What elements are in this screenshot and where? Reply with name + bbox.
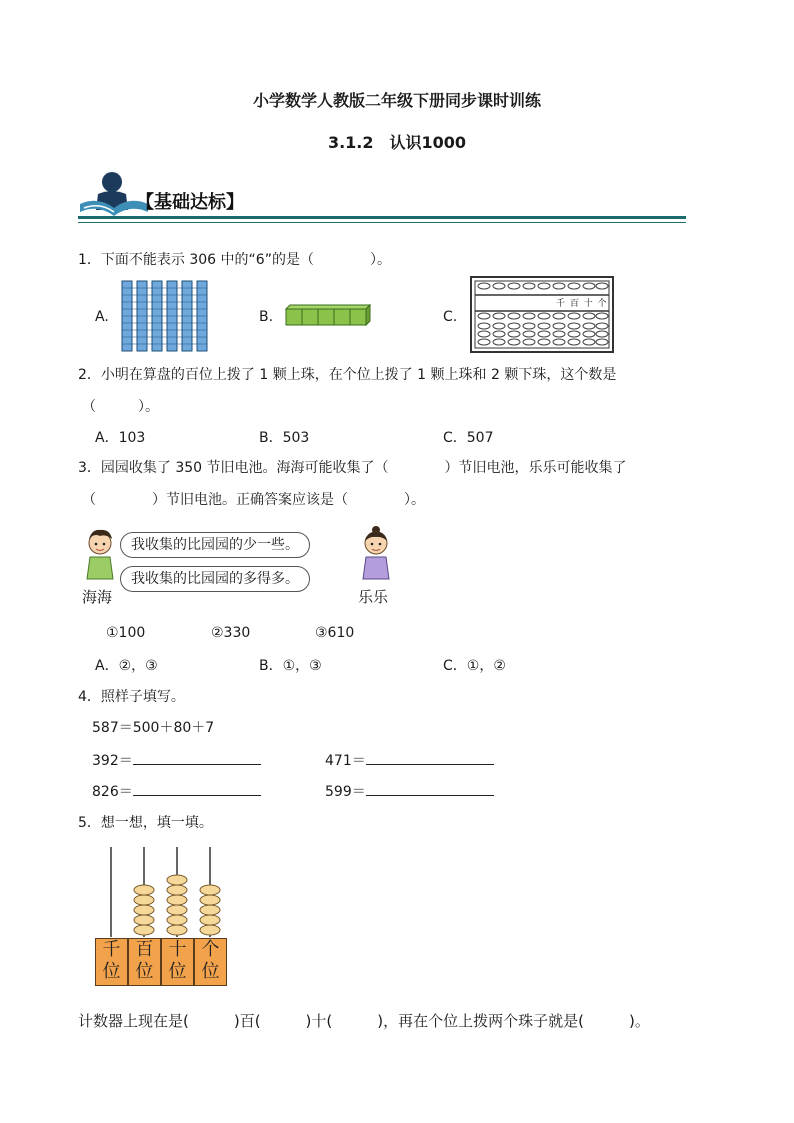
q3-choice-3: ③610 — [315, 625, 355, 641]
speech-bubble-right: 我收集的比园园的多得多。 — [120, 566, 310, 592]
place-tens: 十 位 — [161, 938, 194, 986]
boy-figure — [80, 527, 120, 585]
q2-line1: 2．小明在算盘的百位上拨了 1 颗上珠，在个位上拨了 1 颗上珠和 2 颗下珠，这个数是 — [78, 367, 617, 383]
section-rule-top — [78, 216, 686, 219]
answer-blank[interactable] — [133, 750, 261, 765]
bead — [134, 915, 154, 925]
place-ones: 个 位 — [194, 938, 227, 986]
q1-text: 1．下面不能表示 306 中的“6”的是（ ）。 — [78, 252, 391, 268]
bead — [167, 895, 187, 905]
counting-frame — [95, 845, 230, 990]
bead — [167, 875, 187, 885]
ten-rods-image — [120, 279, 212, 357]
q2-option-b: B．503 — [259, 430, 310, 446]
page-title: 小学数学人教版二年级下册同步课时训练 — [252, 91, 541, 110]
speech-bubble-left: 我收集的比园园的少一些。 — [120, 532, 310, 558]
q4-item-826: 826＝ — [92, 781, 261, 801]
bead — [200, 905, 220, 915]
answer-blank[interactable] — [366, 781, 494, 796]
q3-line1: 3．园园收集了 350 节旧电池。海海可能收集了（ ）节旧电池，乐乐可能收集了 — [78, 460, 627, 476]
q2-option-a: A．103 — [95, 430, 146, 446]
cube-row-image — [284, 303, 374, 331]
q3-option-b: B．①，③ — [259, 658, 322, 674]
name-haihai: 海海 — [82, 588, 113, 606]
q1-option-c: C. — [443, 309, 458, 325]
girl-figure — [356, 525, 396, 585]
q4-item-599: 599＝ — [325, 781, 494, 801]
q3-option-c: C．①，② — [443, 658, 506, 674]
bead — [167, 915, 187, 925]
q4-example: 587＝500＋80＋7 — [92, 720, 215, 736]
abacus-place-labels: 千 百 十 个 — [556, 296, 608, 309]
counting-frame-rods — [95, 845, 230, 939]
bead — [167, 885, 187, 895]
bead — [200, 885, 220, 895]
place-hundreds: 百 位 — [128, 938, 161, 986]
bead — [134, 885, 154, 895]
answer-blank[interactable] — [133, 781, 261, 796]
section-rule-bottom — [78, 222, 686, 223]
q2-option-c: C．507 — [443, 430, 494, 446]
bead — [134, 905, 154, 915]
answer-blank[interactable] — [366, 750, 494, 765]
page-subtitle: 3.1.2 认识1000 — [327, 133, 467, 152]
section-header — [78, 170, 688, 230]
q1-option-b: B. — [259, 309, 274, 325]
q3-choice-2: ②330 — [211, 625, 251, 641]
q3-line2: （ ）节旧电池。正确答案应该是（ ）。 — [82, 492, 425, 508]
bead — [167, 925, 187, 935]
bead — [200, 925, 220, 935]
q2-line2: （ ）。 — [82, 399, 159, 415]
bead — [167, 905, 187, 915]
name-lele: 乐乐 — [358, 588, 389, 606]
abacus-image — [470, 276, 614, 353]
bead — [200, 895, 220, 905]
q4-item-392: 392＝ — [92, 750, 261, 770]
bead — [200, 915, 220, 925]
place-thousands: 千 位 — [95, 938, 128, 986]
q4-text: 4．照样子填写。 — [78, 689, 185, 705]
q1-option-a: A. — [95, 309, 109, 325]
bead — [134, 925, 154, 935]
section-label: 【基础达标】 — [136, 192, 244, 213]
q4-item-471: 471＝ — [325, 750, 494, 770]
bead — [134, 895, 154, 905]
q3-choice-1: ①100 — [106, 625, 146, 641]
q3-option-a: A．②，③ — [95, 658, 158, 674]
q5-answer-line: 计数器上现在是( )百( )十( )，再在个位上拨两个珠子就是( )。 — [78, 1012, 650, 1030]
q5-text: 5．想一想，填一填。 — [78, 815, 213, 831]
